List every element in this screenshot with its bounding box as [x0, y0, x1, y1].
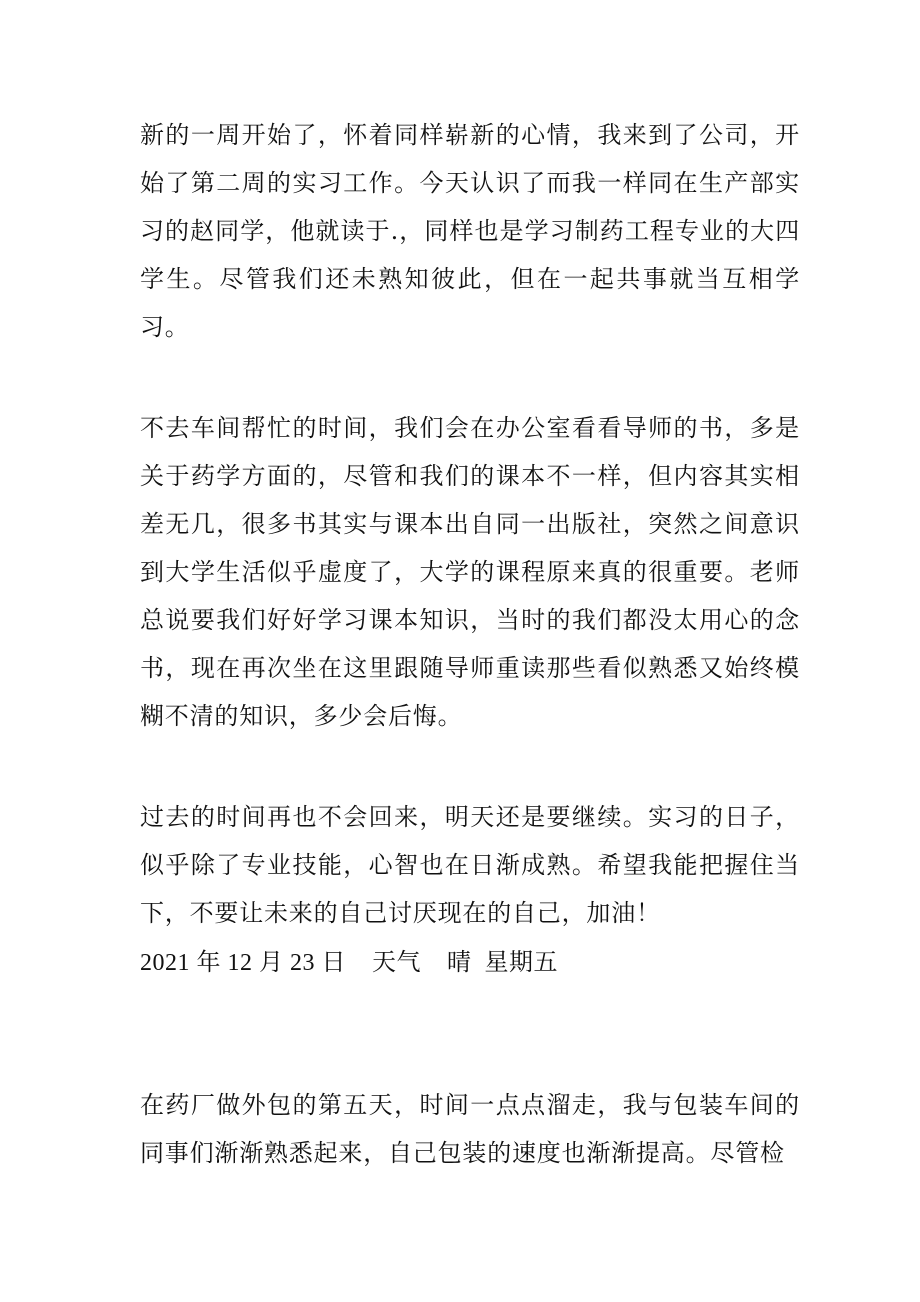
document-page	[140, 0, 800, 1302]
diary-date-line: 2021 年 12 月 23 日 天气 晴 星期五	[140, 950, 558, 976]
paragraph-3: 过去的时间再也不会回来，明天还是要继续。实习的日子，似乎除了专业技能，心智也在日渐成熟。希望我能把握住当下，不要让未来的自己讨厌现在的自己，加油！	[140, 803, 800, 927]
paragraph-5: 在药厂做外包的第五天，时间一点点溜走，我与包装车间的同事们渐渐熟悉起来，自己包装的速度也渐渐提高。尽管检	[140, 1091, 800, 1167]
paragraph-1: 新的一周开始了，怀着同样崭新的心情，我来到了公司，开始了第二周的实习工作。今天认识了而我一样同在生产部实习的赵同学，他就读于.，同样也是学习制药工程专业的大四学生。尽管我们还未熟知彼此，但在一起共事就当互相学习。	[140, 121, 800, 341]
paragraph-2: 不去车间帮忙的时间，我们会在办公室看看导师的书，多是关于药学方面的，尽管和我们的课本不一样，但内容其实相差无几，很多书其实与课本出自同一出版社，突然之间意识到大学生活似乎虚度了，大学的课程原来真的很重要。老师总说要我们好好学习课本知识，当时的我们都没太用心的念书，现在再次坐在这里跟随导师重读那些看似熟悉又始终模糊不清的知识，多少会后悔。	[140, 414, 800, 730]
